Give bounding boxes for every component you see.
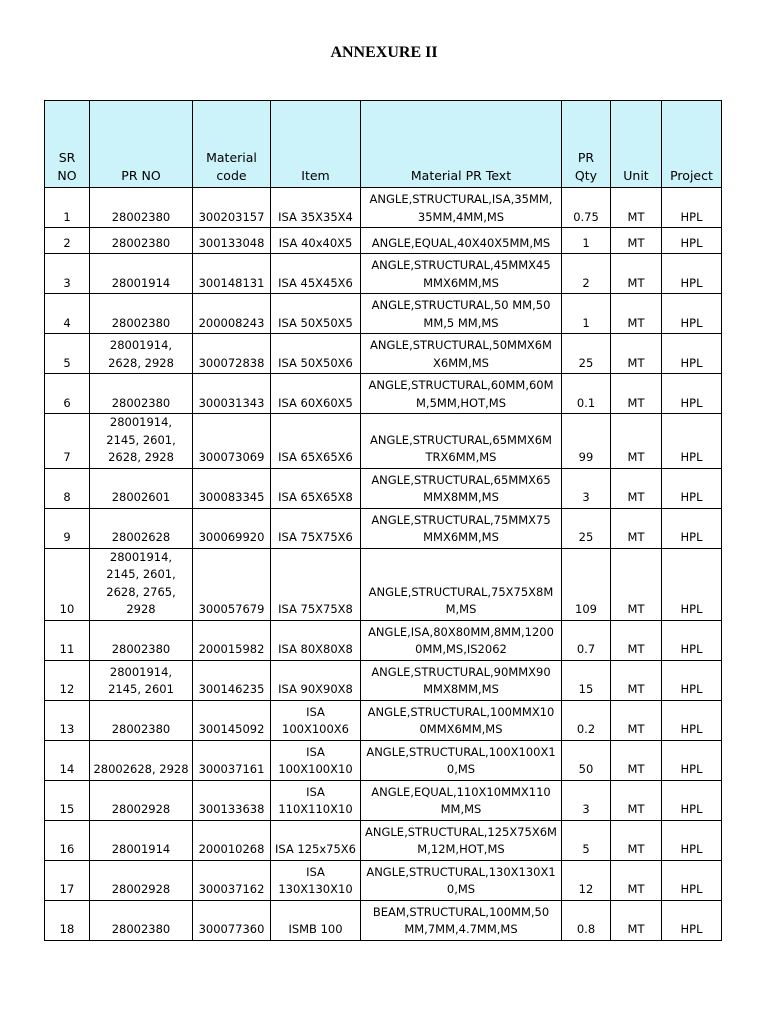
cell-project: HPL <box>662 508 722 548</box>
cell-pr-no: 28002928 <box>90 860 193 900</box>
cell-material-pr-text: ANGLE,STRUCTURAL,75X75X8M M,MS <box>361 548 562 620</box>
cell-material-pr-text: ANGLE,STRUCTURAL,65MMX65 MMX8MM,MS <box>361 468 562 508</box>
cell-pr-qty: 12 <box>562 860 611 900</box>
cell-material-pr-text: ANGLE,STRUCTURAL,130X130X1 0,MS <box>361 860 562 900</box>
cell-unit: MT <box>611 620 662 660</box>
table-row <box>45 620 722 660</box>
table-row <box>45 900 722 940</box>
cell-material-code: 300203157 <box>193 188 271 228</box>
cell-unit: MT <box>611 334 662 374</box>
header-unit: Unit <box>611 101 662 188</box>
cell-pr-no: 28002380 <box>90 294 193 334</box>
cell-project: HPL <box>662 188 722 228</box>
table-row <box>45 334 722 374</box>
cell-item: ISA 90X90X8 <box>271 660 361 700</box>
cell-unit: MT <box>611 188 662 228</box>
cell-material-code: 300133638 <box>193 780 271 820</box>
cell-project: HPL <box>662 228 722 254</box>
cell-pr-qty: 0.8 <box>562 900 611 940</box>
cell-unit: MT <box>611 508 662 548</box>
cell-unit: MT <box>611 414 662 469</box>
cell-sr-no: 5 <box>45 334 90 374</box>
cell-project: HPL <box>662 468 722 508</box>
cell-pr-qty: 3 <box>562 468 611 508</box>
cell-project: HPL <box>662 334 722 374</box>
annexure-table <box>44 100 722 941</box>
header-pr-qty: PR Qty <box>562 101 611 188</box>
cell-item: ISA 65X65X8 <box>271 468 361 508</box>
cell-item: ISA 100X100X10 <box>271 740 361 780</box>
cell-pr-qty: 0.2 <box>562 700 611 740</box>
cell-material-code: 300031343 <box>193 374 271 414</box>
cell-item: ISA 65X65X6 <box>271 414 361 469</box>
cell-material-pr-text: ANGLE,STRUCTURAL,60MM,60M M,5MM,HOT,MS <box>361 374 562 414</box>
header-pr-no: PR NO <box>90 101 193 188</box>
cell-pr-no: 28002380 <box>90 374 193 414</box>
cell-material-code: 300037161 <box>193 740 271 780</box>
cell-unit: MT <box>611 254 662 294</box>
cell-project: HPL <box>662 900 722 940</box>
table-row <box>45 548 722 620</box>
cell-material-code: 300145092 <box>193 700 271 740</box>
header-material-pr-text: Material PR Text <box>361 101 562 188</box>
table-body <box>45 188 722 941</box>
cell-sr-no: 14 <box>45 740 90 780</box>
cell-project: HPL <box>662 700 722 740</box>
cell-project: HPL <box>662 660 722 700</box>
cell-sr-no: 1 <box>45 188 90 228</box>
cell-pr-qty: 109 <box>562 548 611 620</box>
cell-material-code: 300133048 <box>193 228 271 254</box>
cell-pr-qty: 3 <box>562 780 611 820</box>
cell-project: HPL <box>662 620 722 660</box>
table-row <box>45 860 722 900</box>
cell-unit: MT <box>611 374 662 414</box>
cell-sr-no: 12 <box>45 660 90 700</box>
cell-pr-qty: 1 <box>562 228 611 254</box>
cell-pr-no: 28001914, 2628, 2928 <box>90 334 193 374</box>
cell-item: ISMB 100 <box>271 900 361 940</box>
table-row <box>45 740 722 780</box>
cell-item: ISA 125x75X6 <box>271 820 361 860</box>
header-project: Project <box>662 101 722 188</box>
cell-unit: MT <box>611 780 662 820</box>
cell-item: ISA 50X50X6 <box>271 334 361 374</box>
cell-sr-no: 15 <box>45 780 90 820</box>
cell-pr-no: 28001914, 2145, 2601, 2628, 2765, 2928 <box>90 548 193 620</box>
cell-material-pr-text: ANGLE,EQUAL,40X40X5MM,MS <box>361 228 562 254</box>
cell-pr-no: 28001914 <box>90 820 193 860</box>
cell-material-pr-text: ANGLE,STRUCTURAL,125X75X6M M,12M,HOT,MS <box>361 820 562 860</box>
cell-project: HPL <box>662 780 722 820</box>
cell-unit: MT <box>611 820 662 860</box>
cell-material-code: 300057679 <box>193 548 271 620</box>
cell-material-code: 300077360 <box>193 900 271 940</box>
cell-pr-qty: 25 <box>562 334 611 374</box>
cell-project: HPL <box>662 820 722 860</box>
cell-sr-no: 4 <box>45 294 90 334</box>
cell-material-pr-text: ANGLE,ISA,80X80MM,8MM,1200 0MM,MS,IS2062 <box>361 620 562 660</box>
cell-material-pr-text: ANGLE,STRUCTURAL,75MMX75 MMX6MM,MS <box>361 508 562 548</box>
cell-item: ISA 40x40X5 <box>271 228 361 254</box>
cell-material-code: 200008243 <box>193 294 271 334</box>
cell-material-pr-text: ANGLE,STRUCTURAL,ISA,35MM, 35MM,4MM,MS <box>361 188 562 228</box>
cell-material-pr-text: ANGLE,STRUCTURAL,65MMX6M TRX6MM,MS <box>361 414 562 469</box>
cell-pr-qty: 50 <box>562 740 611 780</box>
cell-pr-qty: 15 <box>562 660 611 700</box>
header-item: Item <box>271 101 361 188</box>
cell-material-pr-text: ANGLE,STRUCTURAL,100MMX10 0MMX6MM,MS <box>361 700 562 740</box>
cell-pr-no: 28001914, 2145, 2601 <box>90 660 193 700</box>
cell-pr-no: 28002380 <box>90 188 193 228</box>
cell-material-pr-text: ANGLE,EQUAL,110X10MMX110 MM,MS <box>361 780 562 820</box>
cell-material-code: 200010268 <box>193 820 271 860</box>
cell-sr-no: 16 <box>45 820 90 860</box>
cell-pr-qty: 0.75 <box>562 188 611 228</box>
cell-item: ISA 50X50X5 <box>271 294 361 334</box>
cell-sr-no: 7 <box>45 414 90 469</box>
table-row <box>45 780 722 820</box>
table-row <box>45 468 722 508</box>
cell-material-pr-text: BEAM,STRUCTURAL,100MM,50 MM,7MM,4.7MM,MS <box>361 900 562 940</box>
table-row <box>45 700 722 740</box>
cell-project: HPL <box>662 740 722 780</box>
cell-sr-no: 2 <box>45 228 90 254</box>
cell-pr-no: 28001914, 2145, 2601, 2628, 2928 <box>90 414 193 469</box>
table-row <box>45 188 722 228</box>
cell-pr-qty: 0.1 <box>562 374 611 414</box>
cell-unit: MT <box>611 294 662 334</box>
cell-material-pr-text: ANGLE,STRUCTURAL,100X100X1 0,MS <box>361 740 562 780</box>
cell-pr-no: 28002601 <box>90 468 193 508</box>
cell-unit: MT <box>611 468 662 508</box>
cell-material-code: 200015982 <box>193 620 271 660</box>
cell-unit: MT <box>611 740 662 780</box>
cell-item: ISA 45X45X6 <box>271 254 361 294</box>
cell-sr-no: 3 <box>45 254 90 294</box>
header-row <box>45 101 722 188</box>
cell-pr-no: 28002380 <box>90 700 193 740</box>
cell-pr-no: 28002380 <box>90 228 193 254</box>
cell-unit: MT <box>611 660 662 700</box>
cell-project: HPL <box>662 294 722 334</box>
cell-project: HPL <box>662 860 722 900</box>
cell-unit: MT <box>611 548 662 620</box>
cell-material-pr-text: ANGLE,STRUCTURAL,90MMX90 MMX8MM,MS <box>361 660 562 700</box>
cell-material-code: 300037162 <box>193 860 271 900</box>
cell-item: ISA 75X75X8 <box>271 548 361 620</box>
cell-pr-no: 28001914 <box>90 254 193 294</box>
header-sr-no: SR NO <box>45 101 90 188</box>
cell-item: ISA 35X35X4 <box>271 188 361 228</box>
cell-sr-no: 11 <box>45 620 90 660</box>
cell-pr-no: 28002380 <box>90 900 193 940</box>
cell-sr-no: 13 <box>45 700 90 740</box>
cell-project: HPL <box>662 548 722 620</box>
cell-material-code: 300146235 <box>193 660 271 700</box>
cell-material-pr-text: ANGLE,STRUCTURAL,50 MM,50 MM,5 MM,MS <box>361 294 562 334</box>
table-row <box>45 660 722 700</box>
cell-pr-no: 28002628 <box>90 508 193 548</box>
cell-pr-no: 28002628, 2928 <box>90 740 193 780</box>
table-row <box>45 228 722 254</box>
cell-pr-qty: 5 <box>562 820 611 860</box>
table-row <box>45 374 722 414</box>
table-row <box>45 508 722 548</box>
table-row <box>45 254 722 294</box>
cell-unit: MT <box>611 900 662 940</box>
table-row <box>45 294 722 334</box>
cell-item: ISA 75X75X6 <box>271 508 361 548</box>
cell-material-code: 300069920 <box>193 508 271 548</box>
cell-project: HPL <box>662 374 722 414</box>
cell-unit: MT <box>611 860 662 900</box>
cell-material-code: 300148131 <box>193 254 271 294</box>
document-title: ANNEXURE II <box>330 44 438 61</box>
cell-pr-qty: 2 <box>562 254 611 294</box>
cell-sr-no: 8 <box>45 468 90 508</box>
header-material-code: Material code <box>193 101 271 188</box>
cell-pr-no: 28002380 <box>90 620 193 660</box>
cell-material-code: 300083345 <box>193 468 271 508</box>
cell-material-pr-text: ANGLE,STRUCTURAL,50MMX6M X6MM,MS <box>361 334 562 374</box>
cell-item: ISA 100X100X6 <box>271 700 361 740</box>
cell-unit: MT <box>611 700 662 740</box>
cell-pr-qty: 1 <box>562 294 611 334</box>
table-row <box>45 820 722 860</box>
cell-item: ISA 110X110X10 <box>271 780 361 820</box>
cell-project: HPL <box>662 254 722 294</box>
table-row <box>45 414 722 469</box>
cell-item: ISA 80X80X8 <box>271 620 361 660</box>
cell-sr-no: 6 <box>45 374 90 414</box>
cell-pr-no: 28002928 <box>90 780 193 820</box>
cell-sr-no: 10 <box>45 548 90 620</box>
cell-sr-no: 9 <box>45 508 90 548</box>
cell-pr-qty: 99 <box>562 414 611 469</box>
cell-unit: MT <box>611 228 662 254</box>
cell-sr-no: 18 <box>45 900 90 940</box>
cell-item: ISA 130X130X10 <box>271 860 361 900</box>
cell-material-code: 300073069 <box>193 414 271 469</box>
cell-project: HPL <box>662 414 722 469</box>
cell-item: ISA 60X60X5 <box>271 374 361 414</box>
cell-material-code: 300072838 <box>193 334 271 374</box>
cell-pr-qty: 25 <box>562 508 611 548</box>
cell-material-pr-text: ANGLE,STRUCTURAL,45MMX45 MMX6MM,MS <box>361 254 562 294</box>
cell-sr-no: 17 <box>45 860 90 900</box>
cell-pr-qty: 0.7 <box>562 620 611 660</box>
